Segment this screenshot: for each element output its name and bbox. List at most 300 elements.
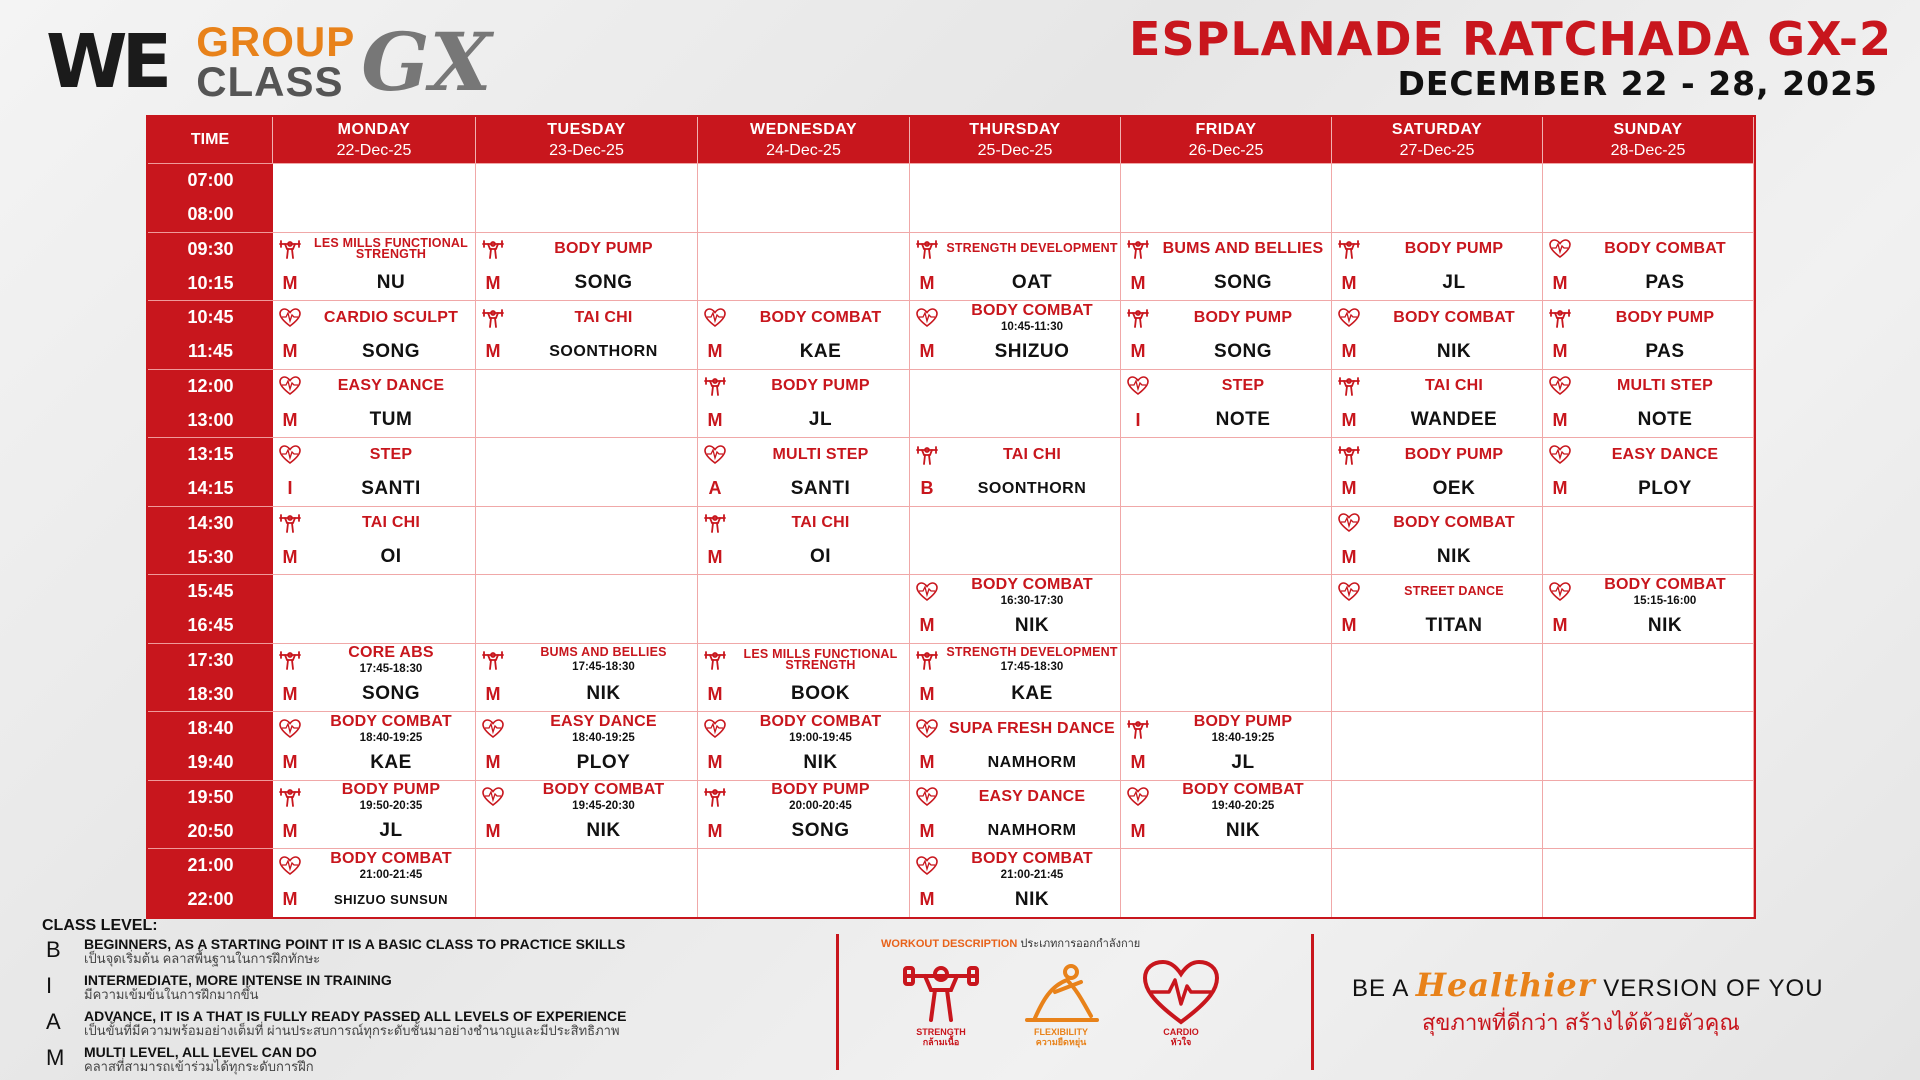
class-info <box>510 301 697 335</box>
strength-icon <box>476 644 510 678</box>
cardio-heart-icon <box>273 712 307 746</box>
strength-icon <box>698 507 732 541</box>
class-info <box>944 781 1120 815</box>
class-name: SUPA FRESH DANCE <box>949 719 1115 737</box>
schedule-cell <box>1332 369 1543 438</box>
instructor-name: TITAN <box>1425 614 1483 636</box>
strength-icon <box>476 233 510 267</box>
strength-icon <box>698 781 732 815</box>
strength-icon <box>273 781 307 815</box>
schedule-cell <box>476 643 698 712</box>
schedule-cell <box>1543 506 1754 575</box>
instructor-name: SHIZUO <box>994 340 1070 362</box>
day-name: WEDNESDAY <box>749 120 858 138</box>
class-entry <box>273 507 475 575</box>
cardio-heart-icon <box>1543 438 1577 472</box>
class-level: M <box>282 272 298 293</box>
schedule-cell <box>1121 574 1332 643</box>
workout-description <box>836 934 1314 1070</box>
day-header-friday <box>1121 117 1332 163</box>
cardio-legend <box>1121 958 1241 1048</box>
class-time: 21:00-21:45 <box>1000 868 1064 881</box>
workout-title-en: WORKOUT DESCRIPTION <box>881 938 1018 950</box>
instructor-name: SONG <box>362 683 420 705</box>
instructor-name: NIK <box>1014 614 1050 636</box>
class-entry <box>1332 233 1542 301</box>
class-level: M <box>919 820 935 841</box>
class-name: TAI CHI <box>791 514 850 532</box>
flexibility-caption-th: ความยืดหยุ่น <box>1035 1036 1087 1047</box>
schedule-cell <box>476 300 698 369</box>
time-end: 16:45 <box>187 615 234 636</box>
flexibility-legend <box>1001 958 1121 1048</box>
brand-logo <box>46 15 492 109</box>
instructor-name: TUM <box>369 409 413 431</box>
class-info <box>732 644 909 678</box>
strength-caption-th: กล้ามเนื้อ <box>922 1036 960 1047</box>
instructor-name: NIK <box>586 820 621 842</box>
legend-row-a <box>40 1009 800 1043</box>
schedule-cell <box>910 232 1121 301</box>
class-time: 21:00-21:45 <box>359 868 423 881</box>
level-description <box>84 1045 317 1073</box>
cardio-heart-icon <box>273 849 307 883</box>
schedule-cell <box>476 848 698 917</box>
class-level: M <box>282 683 298 704</box>
class-level: M <box>1130 341 1146 362</box>
time-end: 13:00 <box>187 409 234 430</box>
workout-title-th: ประเภทการออกกำลังกาย <box>1020 938 1141 950</box>
class-entry <box>910 438 1120 506</box>
schedule-cell <box>1121 848 1332 917</box>
class-level: M <box>485 752 501 773</box>
class-entry <box>1332 507 1542 575</box>
day-date: 25-Dec-25 <box>977 141 1053 159</box>
class-level: M <box>485 341 501 362</box>
strength-icon <box>899 958 983 1028</box>
time-end: 22:00 <box>187 889 234 910</box>
class-info <box>1366 438 1542 472</box>
level-description-th: เป็นขั้นที่มีความพร้อมอย่างเต็มที่ ผ่านประสบการณ์ทุกระดับชั้นมาอย่างชำนาญและมีประสิทธิภาพ <box>84 1022 620 1038</box>
class-level: M <box>485 683 501 704</box>
class-entry <box>476 301 697 369</box>
cardio-heart-icon <box>698 438 732 472</box>
class-entry <box>698 370 909 438</box>
class-name: BODY COMBAT <box>759 712 882 730</box>
class-entry <box>1121 233 1331 301</box>
brand-group-text: GROUP <box>196 18 356 66</box>
class-name: BODY PUMP <box>554 240 653 258</box>
class-level: M <box>1552 272 1568 293</box>
class-info <box>1366 233 1542 267</box>
schedule-cell <box>910 574 1121 643</box>
schedule-cell <box>1332 300 1543 369</box>
class-name: BODY COMBAT <box>330 849 452 867</box>
class-level: M <box>919 683 935 704</box>
class-entry <box>698 712 909 780</box>
class-name: BODY PUMP <box>771 781 870 799</box>
class-info <box>944 575 1120 609</box>
schedule-cell <box>1332 711 1543 780</box>
class-entry <box>1543 233 1753 301</box>
time-end: 15:30 <box>187 546 234 567</box>
class-name: BODY PUMP <box>1404 445 1504 463</box>
class-name: BODY COMBAT <box>971 575 1093 593</box>
class-level: M <box>282 409 298 430</box>
class-entry <box>476 644 697 712</box>
class-info <box>732 781 909 815</box>
class-info <box>732 370 909 404</box>
club-title: ESPLANADE RATCHADA GX-2 <box>1129 12 1892 66</box>
time-start: 21:00 <box>187 855 234 876</box>
cardio-heart-icon <box>476 712 510 746</box>
class-time: 18:40-19:25 <box>1211 731 1275 744</box>
day-header-tuesday <box>476 117 698 163</box>
class-level: I <box>1135 409 1141 430</box>
instructor-name: BOOK <box>791 683 850 705</box>
time-slot <box>148 848 273 917</box>
schedule-cell <box>273 506 476 575</box>
time-end: 10:15 <box>187 272 234 293</box>
cardio-heart-icon <box>1543 575 1577 609</box>
schedule-cell <box>1121 643 1332 712</box>
class-entry <box>910 644 1120 712</box>
cardio-heart-icon <box>698 712 732 746</box>
schedule-cell <box>476 506 698 575</box>
class-name: BODY PUMP <box>341 781 441 799</box>
schedule-cell <box>273 163 476 232</box>
level-description-en: INTERMEDIATE, MORE INTENSE IN TRAINING <box>84 972 392 988</box>
class-level: M <box>282 752 298 773</box>
class-level: M <box>1341 478 1357 499</box>
class-name: BODY PUMP <box>1404 240 1504 258</box>
schedule-cell <box>1543 574 1754 643</box>
class-entry <box>910 575 1120 643</box>
class-entry <box>1332 301 1542 369</box>
schedule-cell <box>1332 437 1543 506</box>
class-entry <box>910 849 1120 917</box>
class-info <box>307 712 475 746</box>
cardio-heart-icon <box>273 301 307 335</box>
schedule-cell <box>910 163 1121 232</box>
class-name: EASY DANCE <box>550 712 657 730</box>
class-level: M <box>485 820 501 841</box>
class-entry <box>698 781 909 849</box>
strength-legend <box>881 958 1001 1048</box>
level-description-en: BEGINNERS, AS A STARTING POINT IT IS A BASIC CLASS TO PRACTICE SKILLS <box>84 936 626 952</box>
class-name: BODY PUMP <box>1615 308 1715 326</box>
class-name: BUMS AND BELLIES <box>1162 240 1324 258</box>
class-name: STEP <box>1221 377 1265 395</box>
class-entry <box>1543 370 1753 438</box>
cardio-heart-icon <box>910 781 944 815</box>
time-start: 18:40 <box>187 718 234 739</box>
day-date: 24-Dec-25 <box>766 141 841 159</box>
class-info <box>944 644 1120 678</box>
schedule-cell <box>273 643 476 712</box>
class-entry <box>273 370 475 438</box>
schedule-cell <box>1121 780 1332 849</box>
instructor-name: NIK <box>1647 614 1683 636</box>
class-name: LES MILLS FUNCTIONAL STRENGTH <box>743 646 898 673</box>
time-start: 10:45 <box>187 307 234 328</box>
class-name: BODY COMBAT <box>1604 575 1726 593</box>
schedule-cell <box>698 848 910 917</box>
class-info <box>1366 507 1542 541</box>
schedule-cell <box>698 574 910 643</box>
class-name: BODY COMBAT <box>542 781 665 799</box>
class-name: BUMS AND BELLIES <box>540 645 667 660</box>
class-info <box>1577 575 1753 609</box>
class-info <box>1577 301 1753 335</box>
instructor-name: WANDEE <box>1410 409 1498 431</box>
class-name: BODY PUMP <box>771 377 870 395</box>
time-slot <box>148 300 273 369</box>
time-slot <box>148 437 273 506</box>
class-time: 19:45-20:30 <box>572 800 635 813</box>
class-level: M <box>1341 546 1357 567</box>
class-time: 17:45-18:30 <box>359 663 423 676</box>
class-info <box>1155 781 1331 815</box>
class-info <box>944 301 1120 335</box>
time-header <box>148 117 273 163</box>
class-level-legend <box>40 917 800 1079</box>
class-info <box>732 507 909 541</box>
class-time: 15:15-16:00 <box>1633 594 1697 607</box>
class-entry <box>476 233 697 301</box>
instructor-name: NIK <box>1225 820 1261 842</box>
instructor-name: NIK <box>586 683 621 705</box>
cardio-heart-icon <box>698 301 732 335</box>
level-description-th: มีความเข้มข้นในการฝึกมากขึ้น <box>84 986 259 1002</box>
class-entry <box>698 301 909 369</box>
class-info <box>944 849 1120 883</box>
class-entry <box>273 301 475 369</box>
schedule-cell <box>476 574 698 643</box>
gx-logo: GX <box>361 15 492 109</box>
schedule-cell <box>1543 848 1754 917</box>
class-level: M <box>919 341 935 362</box>
class-level: M <box>707 409 723 430</box>
time-end: 19:40 <box>187 752 234 773</box>
class-entry <box>1543 575 1753 643</box>
class-name: BODY COMBAT <box>1182 781 1304 799</box>
schedule-cell <box>1121 300 1332 369</box>
schedule-cell <box>476 369 698 438</box>
schedule-cell <box>273 574 476 643</box>
cardio-heart-icon <box>476 781 510 815</box>
class-info <box>510 644 697 678</box>
class-info <box>307 781 475 815</box>
instructor-name: SONG <box>1214 340 1272 362</box>
level-description <box>84 937 625 965</box>
slogan-pre: BE A <box>1352 975 1409 1002</box>
day-header-monday <box>273 117 476 163</box>
class-entry <box>1332 438 1542 506</box>
schedule-cell <box>1332 163 1543 232</box>
group-class-logo <box>196 18 356 105</box>
schedule-cell <box>273 780 476 849</box>
class-entry <box>910 712 1120 780</box>
class-level: A <box>708 478 722 499</box>
schedule-cell <box>1121 437 1332 506</box>
class-level: M <box>707 752 723 773</box>
class-level: I <box>287 478 293 499</box>
class-name: EASY DANCE <box>337 377 445 395</box>
level-code: I <box>46 973 53 998</box>
class-time: 19:00-19:45 <box>789 731 852 744</box>
day-date: 23-Dec-25 <box>549 141 624 159</box>
time-slot <box>148 506 273 575</box>
class-time: 17:45-18:30 <box>572 661 635 674</box>
brand-class-text: CLASS <box>196 58 344 105</box>
class-time: 20:00-20:45 <box>789 800 852 813</box>
class-entry <box>1543 301 1753 369</box>
class-level: M <box>1341 341 1357 362</box>
class-level: M <box>1130 752 1146 773</box>
class-entry <box>1332 575 1542 643</box>
class-name: LES MILLS FUNCTIONAL STRENGTH <box>314 235 468 262</box>
instructor-name: NIK <box>1436 546 1472 568</box>
class-entry <box>698 438 909 506</box>
schedule-cell <box>698 506 910 575</box>
class-level: M <box>707 546 723 567</box>
time-start: 14:30 <box>187 512 234 533</box>
schedule-cell <box>910 437 1121 506</box>
level-code: A <box>46 1009 61 1034</box>
strength-icon <box>1332 438 1366 472</box>
schedule-cell <box>698 643 910 712</box>
schedule-cell <box>273 848 476 917</box>
class-name: CARDIO SCULPT <box>323 308 459 326</box>
date-range: DECEMBER 22 - 28, 2025 <box>1397 64 1878 103</box>
cardio-heart-icon <box>1332 507 1366 541</box>
instructor-name: NIK <box>1014 888 1050 910</box>
instructor-name: OI <box>809 546 832 568</box>
legend-title: CLASS LEVEL: <box>42 917 158 934</box>
day-name: MONDAY <box>337 120 411 138</box>
class-level: M <box>282 889 298 910</box>
strength-icon <box>698 370 732 404</box>
schedule-cell <box>273 232 476 301</box>
strength-icon <box>1121 301 1155 335</box>
class-entry <box>273 233 475 301</box>
instructor-name: KAE <box>370 751 412 773</box>
strength-icon <box>910 644 944 678</box>
schedule-cell <box>273 711 476 780</box>
day-name: SATURDAY <box>1391 120 1483 138</box>
strength-icon <box>1121 233 1155 267</box>
level-description-en: MULTI LEVEL, ALL LEVEL CAN DO <box>84 1044 317 1060</box>
schedule-cell <box>273 369 476 438</box>
class-level: M <box>1341 409 1357 430</box>
schedule-cell <box>1543 780 1754 849</box>
day-name: FRIDAY <box>1195 120 1257 138</box>
class-time: 17:45-18:30 <box>1000 661 1064 674</box>
level-description-th: คลาสที่สามารถเข้าร่วมได้ทุกระดับการฝึก <box>84 1058 314 1074</box>
schedule-cell <box>1121 711 1332 780</box>
time-end: 18:30 <box>187 683 234 704</box>
class-entry <box>1332 370 1542 438</box>
class-info <box>944 712 1120 746</box>
class-name: BODY COMBAT <box>1604 240 1726 258</box>
class-info <box>1577 438 1753 472</box>
class-level: M <box>1552 409 1568 430</box>
class-name: BODY COMBAT <box>971 301 1093 319</box>
time-end: 08:00 <box>187 204 234 225</box>
class-info <box>307 849 475 883</box>
class-entry <box>273 849 475 917</box>
class-name: BODY PUMP <box>1193 712 1293 730</box>
level-description-th: เป็นจุดเริ่มต้น คลาสพื้นฐานในการฝึกทักษะ <box>84 950 321 966</box>
class-entry <box>1121 370 1331 438</box>
strength-icon <box>910 233 944 267</box>
instructor-name: SONG <box>574 272 633 294</box>
class-entry <box>910 233 1120 301</box>
schedule-cell <box>910 643 1121 712</box>
instructor-name: SANTI <box>361 477 421 499</box>
schedule-cell <box>1543 437 1754 506</box>
class-name: BODY COMBAT <box>971 849 1093 867</box>
slogan-thai: สุขภาพที่ดีกว่า สร้างได้ด้วยตัวคุณ <box>1422 1010 1740 1035</box>
strength-icon <box>698 644 732 678</box>
class-level: M <box>1552 341 1568 362</box>
schedule-cell <box>910 506 1121 575</box>
class-name: BODY COMBAT <box>759 308 882 326</box>
schedule-cell <box>1543 300 1754 369</box>
class-name: STRENGTH DEVELOPMENT <box>946 645 1118 660</box>
schedule-cell <box>910 848 1121 917</box>
strength-icon <box>476 301 510 335</box>
instructor-name: PLOY <box>576 751 631 773</box>
slogan-highlight: Healthier <box>1415 966 1596 1004</box>
class-info <box>510 781 697 815</box>
schedule-cell <box>1121 232 1332 301</box>
schedule-cell <box>698 232 910 301</box>
class-time: 16:30-17:30 <box>1000 594 1064 607</box>
schedule-cell <box>698 780 910 849</box>
instructor-name: SHIZUO SUNSUN <box>333 892 449 908</box>
class-entry <box>1121 301 1331 369</box>
schedule-cell <box>476 163 698 232</box>
cardio-caption-th: หัวใจ <box>1170 1036 1192 1047</box>
class-name: TAI CHI <box>1425 377 1483 395</box>
strength-icon <box>1543 301 1577 335</box>
class-level: B <box>920 478 934 499</box>
schedule-cell <box>910 300 1121 369</box>
time-slot <box>148 163 273 232</box>
schedule-cell <box>1543 643 1754 712</box>
time-start: 17:30 <box>187 649 234 670</box>
day-date: 22-Dec-25 <box>336 141 412 159</box>
instructor-name: JL <box>808 409 833 431</box>
class-info <box>510 712 697 746</box>
class-info <box>307 438 475 472</box>
schedule-cell <box>273 437 476 506</box>
class-entry <box>1121 781 1331 849</box>
instructor-name: NOTE <box>1215 409 1271 431</box>
strength-icon <box>273 644 307 678</box>
legend-row-i <box>40 973 800 1007</box>
class-level: M <box>1341 615 1357 636</box>
cardio-heart-icon <box>1121 781 1155 815</box>
class-name: BODY COMBAT <box>330 712 452 730</box>
schedule-table <box>146 115 1756 919</box>
cardio-heart-icon <box>910 849 944 883</box>
instructor-name: OEK <box>1432 477 1476 499</box>
class-info <box>1155 301 1331 335</box>
schedule-cell <box>1543 711 1754 780</box>
